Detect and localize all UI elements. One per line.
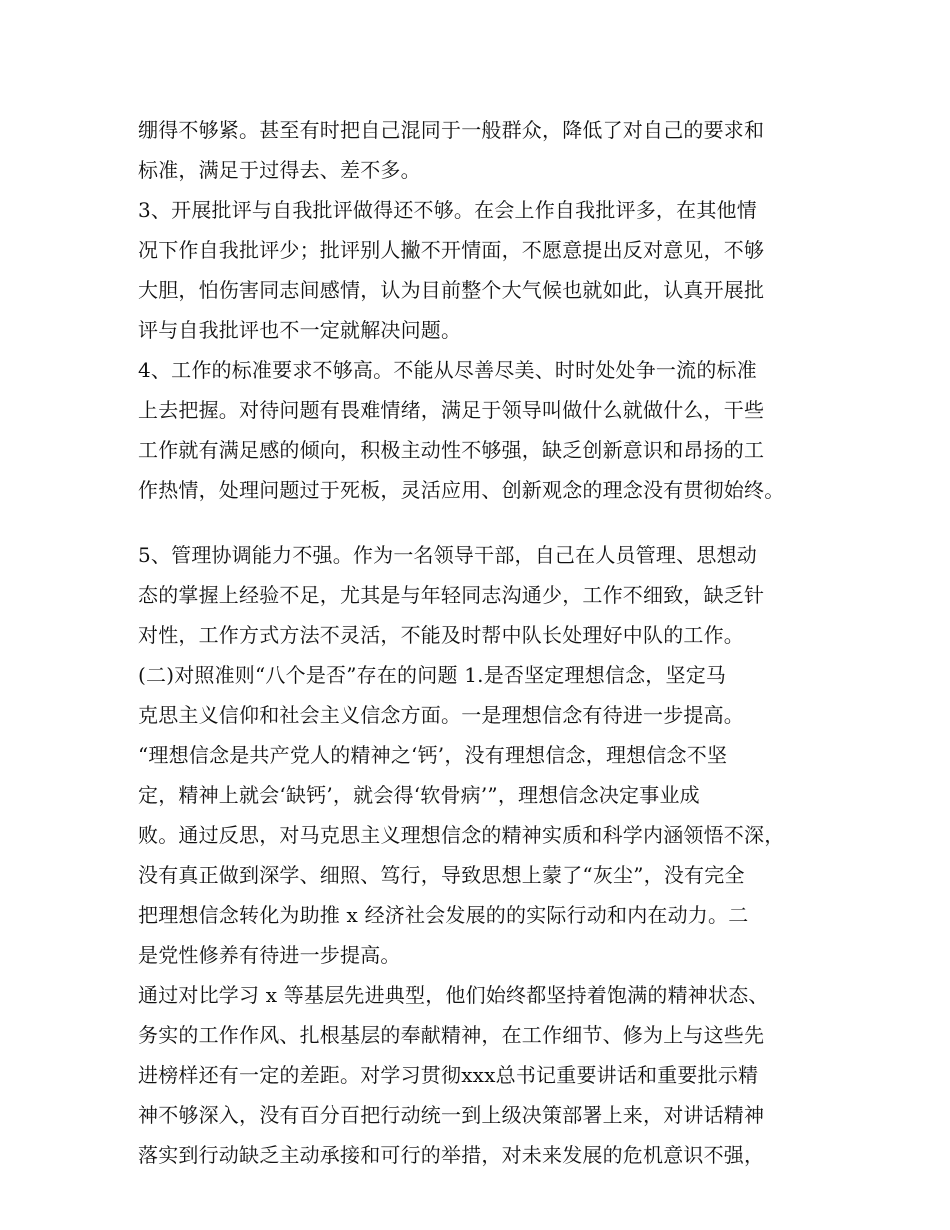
text-line: 没有真正做到深学、细照、笃行，导致思想上蒙了“灰尘”，没有完全 (138, 863, 745, 887)
text-line: 大胆，怕伤害同志间感情，认为目前整个大气候也就如此，认真开展批 (138, 278, 765, 302)
text-line: 定，精神上就会‘缺钙’，就会得‘软骨病’”，理想信念决定事业成 (138, 783, 700, 807)
text-line: 4、工作的标准要求不够高。不能从尽善尽美、时时处处争一流的标准 (138, 358, 757, 382)
text-line: 评与自我批评也不一定就解决问题。 (138, 318, 462, 342)
text-line: 标准，满足于过得去、差不多。 (138, 158, 421, 182)
text-line: 5、管理协调能力不强。作为一名领导干部，自己在人员管理、思想动 (138, 543, 757, 567)
text-line: 绷得不够紧。甚至有时把自己混同于一般群众，降低了对自己的要求和 (138, 118, 765, 142)
text-line: 对性，工作方式方法不灵活，不能及时帮中队长处理好中队的工作。 (138, 623, 744, 647)
text-line: 神不够深入，没有百分百把行动统一到上级决策部署上来，对讲话精神 (138, 1103, 765, 1127)
text-line: 3、开展批评与自我批评做得还不够。在会上作自我批评多，在其他情 (138, 198, 757, 222)
text-line: 通过对比学习 x 等基层先进典型，他们始终都坚持着饱满的精神状态、 (138, 983, 769, 1007)
text-line: 工作就有满足感的倾向，积极主动性不够强，缺乏创新意识和昂扬的工 (138, 438, 765, 462)
text-line: 作热情，处理问题过于死板，灵活应用、创新观念的理念没有贯彻始终。 (138, 478, 785, 502)
text-line: 落实到行动缺乏主动承接和可行的举措，对未来发展的危机意识不强， (138, 1143, 765, 1167)
text-line: 把理想信念转化为助推 x 经济社会发展的的实际行动和内在动力。二 (138, 903, 749, 927)
text-line: (二)对照准则“八个是否”存在的问题 1.是否坚定理想信念，坚定马 (138, 663, 727, 687)
text-line: 上去把握。对待问题有畏难情绪，满足于领导叫做什么就做什么，干些 (138, 398, 765, 422)
text-line: 进榜样还有一定的差距。对学习贯彻xxx总书记重要讲话和重要批示精 (138, 1063, 759, 1087)
text-line: 况下作自我批评少；批评别人撇不开情面，不愿意提出反对意见，不够 (138, 238, 765, 262)
text-line: 态的掌握上经验不足，尤其是与年轻同志沟通少，工作不细致，缺乏针 (138, 583, 765, 607)
text-line: 务实的工作作风、扎根基层的奉献精神，在工作细节、修为上与这些先 (138, 1023, 765, 1047)
text-line: 败。通过反思，对马克思主义理想信念的精神实质和科学内涵领悟不深， (138, 823, 785, 847)
text-line: 是党性修养有待进一步提高。 (138, 943, 401, 967)
text-line: 克思主义信仰和社会主义信念方面。一是理想信念有待进一步提高。 (138, 703, 744, 727)
text-line: “理想信念是共产党人的精神之‘钙’，没有理想信念，理想信念不坚 (138, 743, 728, 767)
